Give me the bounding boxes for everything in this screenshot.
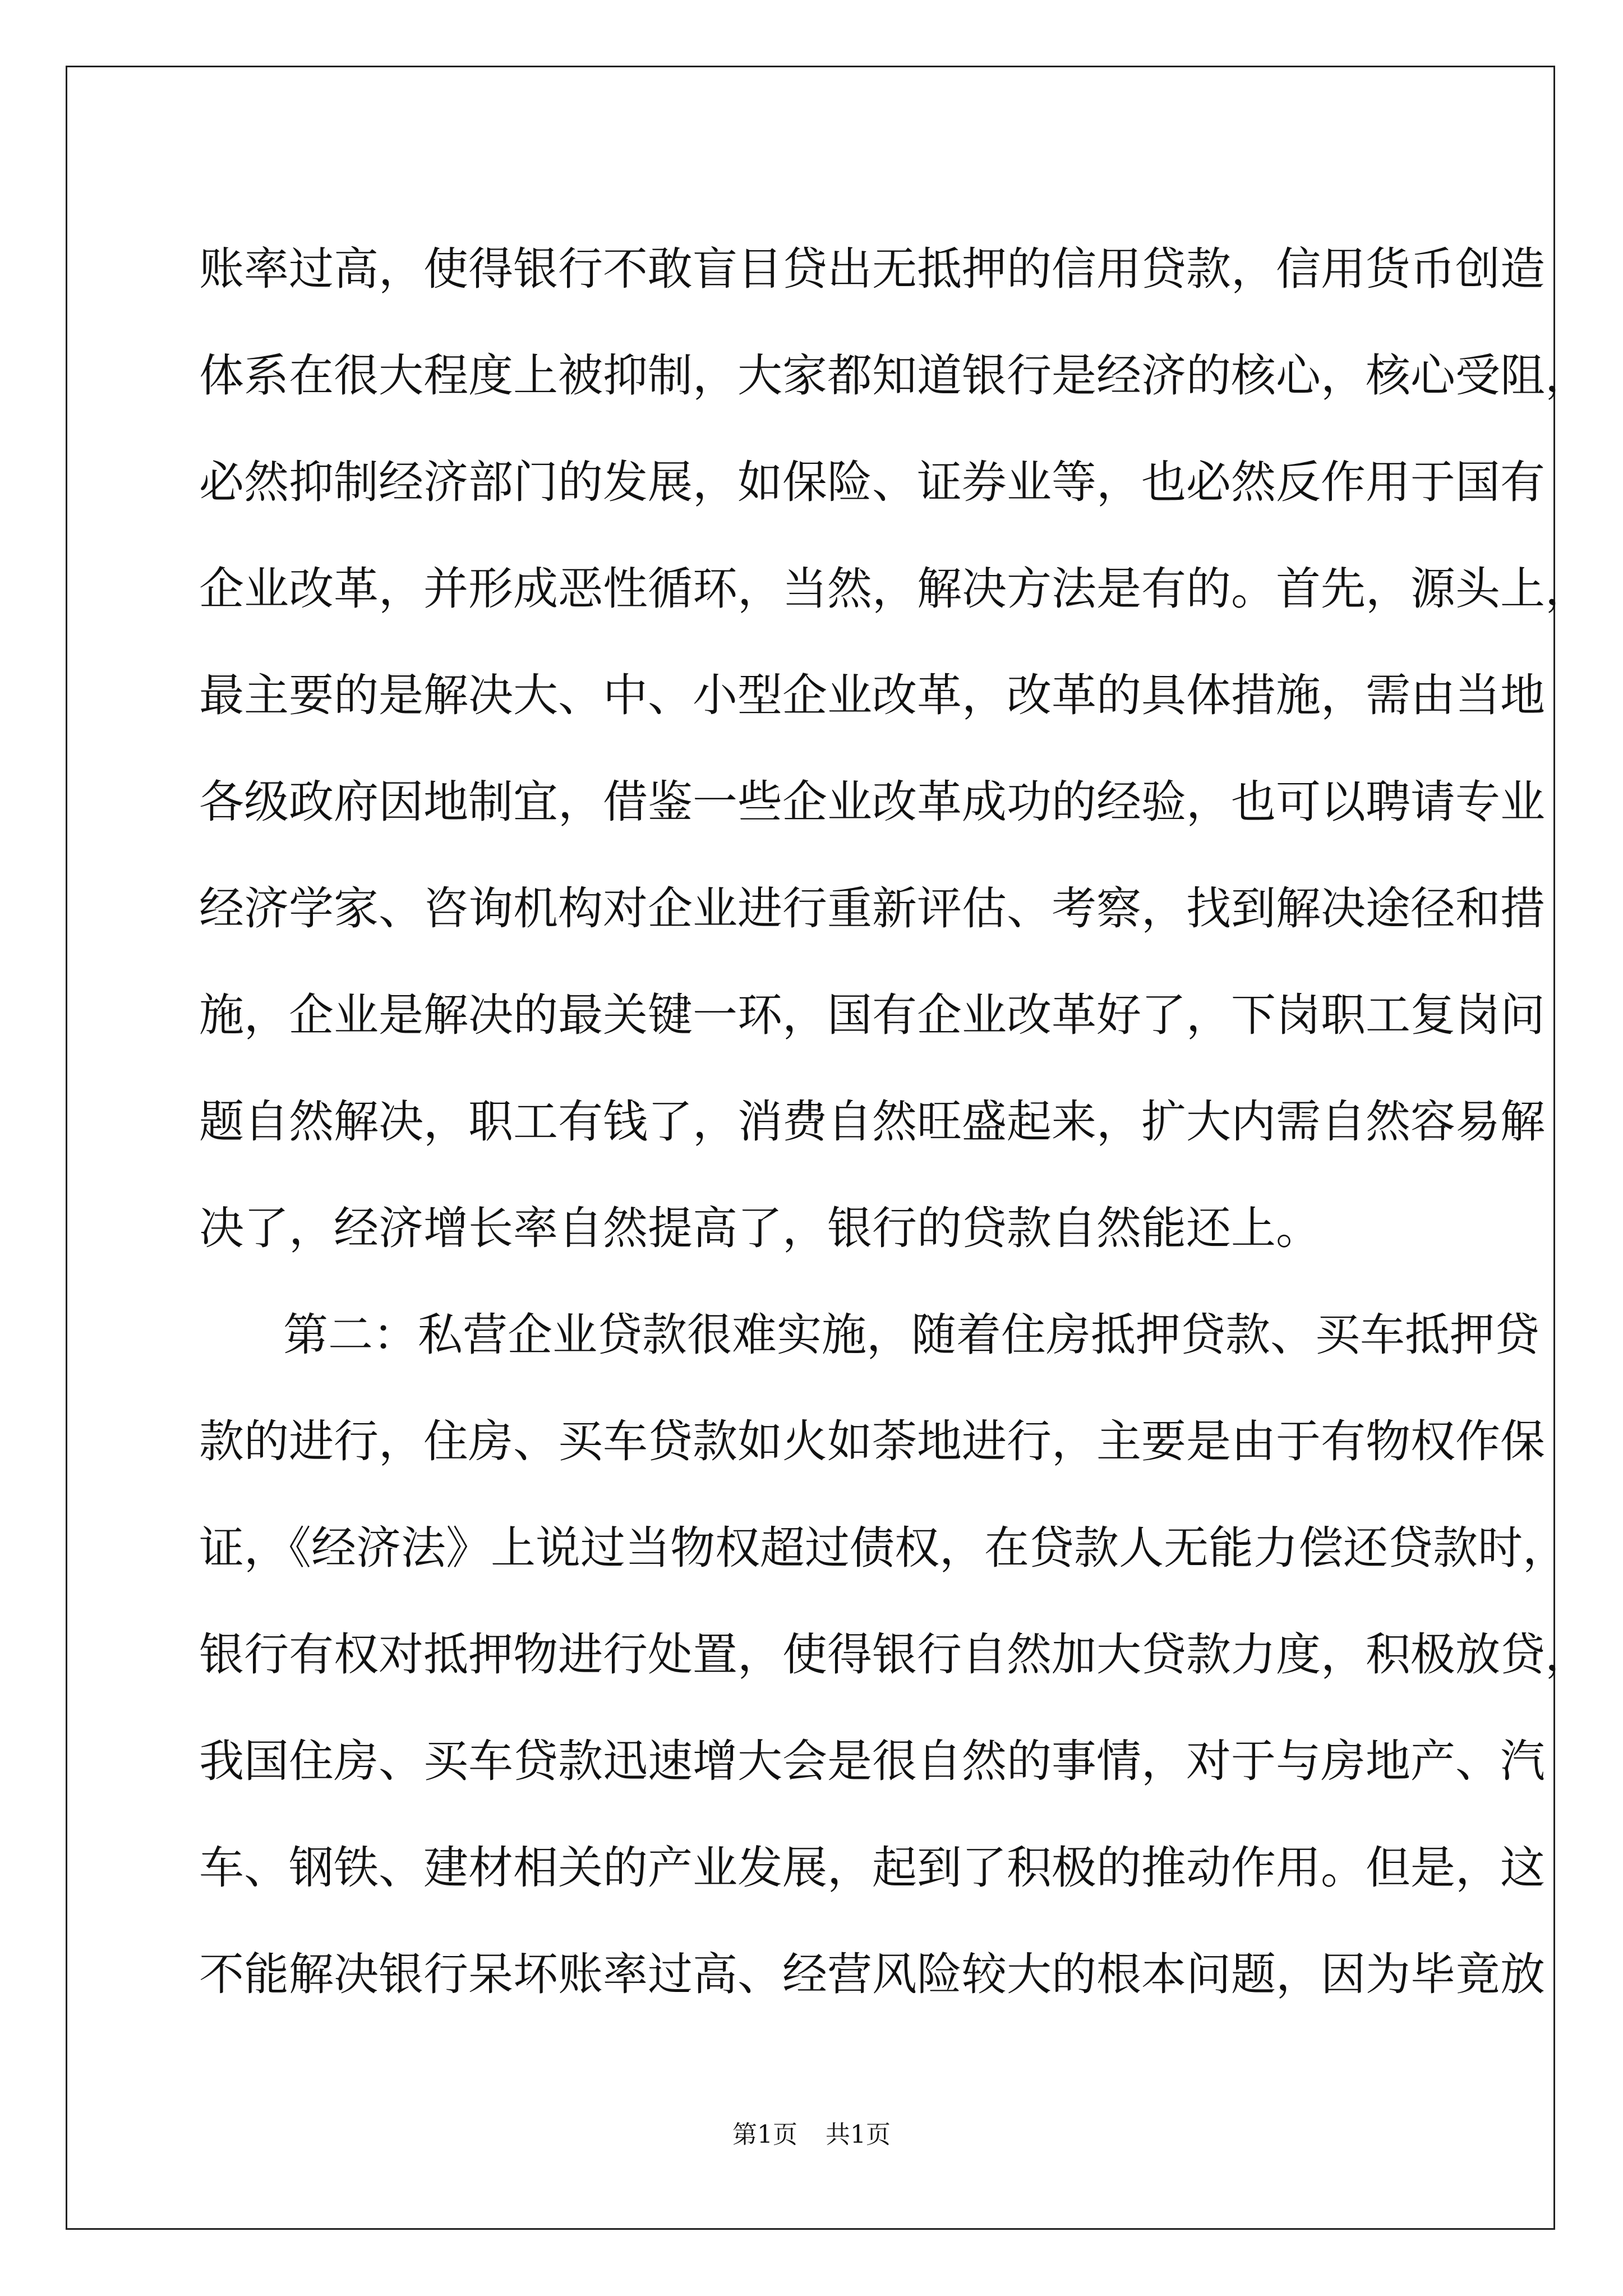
text-line: 施，企业是解决的最关键一环，国有企业改革好了，下岗职工复岗问 bbox=[199, 989, 1545, 1041]
text-line: 账率过高，使得银行不敢盲目贷出无抵押的信用贷款，信用货币创造 bbox=[199, 243, 1545, 295]
text-line: 证，《经济法》上说过当物权超过债权，在贷款人无能力偿还贷款时， bbox=[199, 1522, 1567, 1574]
text-line: 款的进行，住房、买车贷款如火如荼地进行，主要是由于有物权作保 bbox=[199, 1415, 1545, 1467]
text-line-indented: 第二：私营企业贷款很难实施，随着住房抵押贷款、买车抵押贷 bbox=[283, 1309, 1539, 1361]
text-line: 决了，经济增长率自然提高了，银行的贷款自然能还上。 bbox=[199, 1202, 1321, 1254]
text-line: 经济学家、咨询机构对企业进行重新评估、考察，找到解决途径和措 bbox=[199, 882, 1545, 935]
text-line: 各级政府因地制宜，借鉴一些企业改革成功的经验，也可以聘请专业 bbox=[199, 776, 1545, 828]
text-line: 最主要的是解决大、中、小型企业改革，改革的具体措施，需由当地 bbox=[199, 669, 1545, 721]
text-line: 不能解决银行呆坏账率过高、经营风险较大的根本问题，因为毕竟放 bbox=[199, 1948, 1545, 2000]
text-line: 必然抑制经济部门的发展，如保险、证券业等，也必然反作用于国有 bbox=[199, 456, 1545, 508]
text-line: 银行有权对抵押物进行处置，使得银行自然加大贷款力度，积极放贷， bbox=[199, 1628, 1590, 1681]
text-line: 我国住房、买车贷款迅速增大会是很自然的事情，对于与房地产、汽 bbox=[199, 1735, 1545, 1787]
text-line: 企业改革，并形成恶性循环，当然，解决方法是有的。首先，源头上， bbox=[199, 563, 1590, 615]
page-number-total: 共1页 bbox=[826, 2120, 891, 2149]
page-footer bbox=[0, 2118, 1623, 2152]
text-line: 体系在很大程度上被抑制，大家都知道银行是经济的核心，核心受阻， bbox=[199, 349, 1590, 402]
page-number-current: 第1页 bbox=[732, 2120, 797, 2149]
body-text bbox=[199, 216, 1590, 2028]
text-line: 题自然解决，职工有钱了，消费自然旺盛起来，扩大内需自然容易解 bbox=[199, 1096, 1545, 1148]
text-line: 车、钢铁、建材相关的产业发展，起到了积极的推动作用。但是，这 bbox=[199, 1842, 1545, 1894]
